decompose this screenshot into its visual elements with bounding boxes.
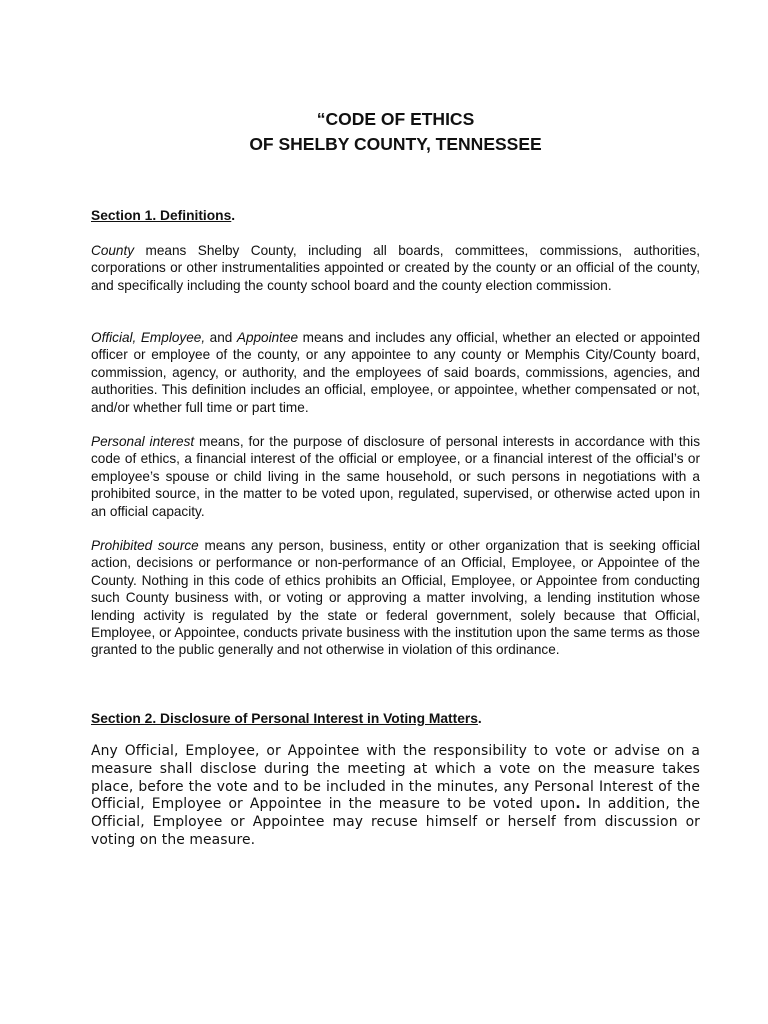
document-page — [91, 0, 700, 1024]
definition-term: County — [91, 243, 135, 258]
section-2-text-part-2: In addition, the Official, Employee or Appointee may recuse himself or herself from discussion or voting on the measure. — [91, 796, 700, 848]
definition-text: means Shelby County, including all boards, committees, commissions, authorities, corporations or other instrumentalities appointed or created by the county or an official of the county, and specifically including the county school board and the county election commission. — [91, 243, 700, 293]
section-2-text-period: . — [575, 796, 581, 813]
definition-personal-interest — [91, 433, 700, 520]
definition-term: Personal interest — [91, 434, 195, 449]
definition-joiner: and — [205, 330, 237, 345]
definition-term: Prohibited source — [91, 538, 199, 553]
section-1-heading-period: . — [231, 208, 236, 223]
definition-prohibited-source — [91, 537, 700, 659]
definition-text: means, for the purpose of disclosure of personal interests in accordance with this code of ethics, a financial interest of the official or employee, or a financial interest of the official’s or employee’s spouse or child living in the same household, or such persons in negotiations with a prohibited source, in the matter to be voted upon, regulated, supervised, or otherwise acted upon in an official capacity. — [91, 434, 700, 519]
section-2-heading-text: Section 2. Disclosure of Personal Interest in Voting Matters — [91, 711, 478, 726]
section-2-heading — [91, 710, 482, 728]
section-2-text-part-1: Any Official, Employee, or Appointee with the responsibility to vote or advise on a measure shall disclose during the meeting at which a vote on the measure takes place, before the vote and to be included in the minutes, any Personal Interest of the Official, Employee or Appointee in the measure to be voted upon — [91, 743, 700, 813]
definition-text: means any person, business, entity or other organization that is seeking official action, decisions or performance or non-performance of an Official, Employee, or Appointee of the County. Nothing in this code of ethics prohibits an Official, Employee, or Appointee from conducting such County business with, or voting or approving a matter involving, a lending institution whose lending activity is regulated by the state or federal government, solely because that Official, Employee, or Appointee, conducts private business with the institution upon the same terms as those granted to the public generally and not otherwise in violation of this ordinance. — [91, 538, 700, 658]
definition-term: Appointee — [236, 330, 299, 345]
document-title-line-2: OF SHELBY COUNTY, TENNESSEE — [249, 134, 542, 154]
section-1-heading-text: Section 1. Definitions — [91, 208, 232, 223]
document-title-line-1: “CODE OF ETHICS — [316, 109, 475, 129]
definition-term: Official, Employee, — [91, 330, 206, 345]
section-2-body — [91, 743, 700, 850]
section-1-heading — [91, 207, 235, 225]
definition-official-employee-appointee — [91, 329, 700, 416]
section-2-heading-period: . — [477, 711, 482, 726]
definition-text: means and includes any official, whether an elected or appointed officer or employee of the county, or any appointee to any county or Memphis City/County board, commission, agency, or authority, and the employees of said boards, commissions, agencies, and authorities. This definition includes an official, employee, or appointee, whether compensated or not, and/or whether full time or part time. — [91, 330, 701, 415]
definition-county — [91, 242, 700, 294]
